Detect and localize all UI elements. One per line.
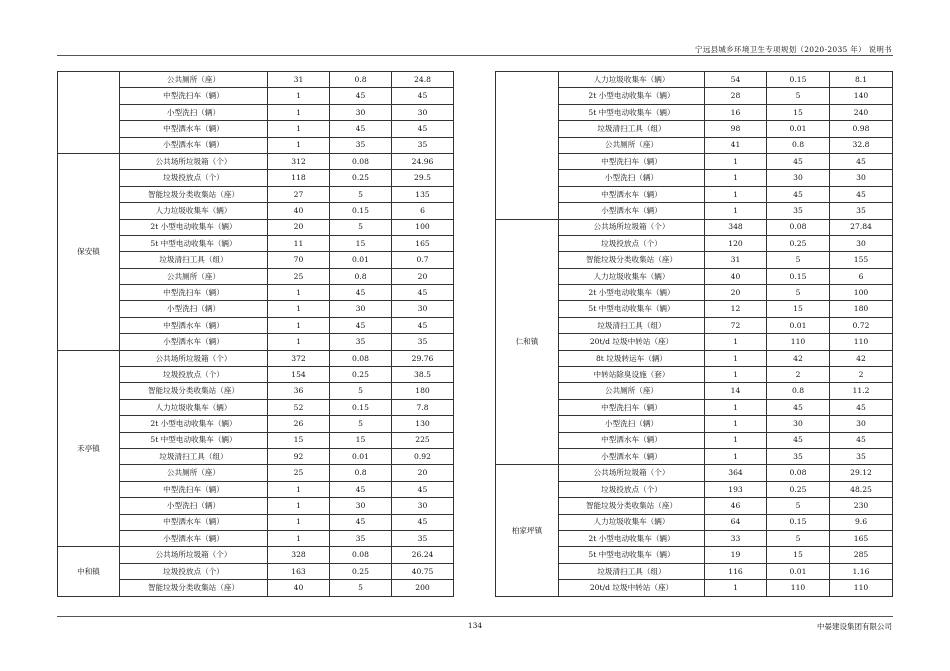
item-name-cell: 人力垃圾收集车（辆） bbox=[120, 399, 268, 415]
quantity-cell: 1 bbox=[705, 203, 767, 219]
item-name-cell: 垃圾清扫工具（组） bbox=[559, 317, 705, 333]
town-name-cell: 禾亭镇 bbox=[58, 350, 120, 547]
unit-cost-cell: 45 bbox=[767, 399, 830, 415]
quantity-cell: 25 bbox=[268, 268, 330, 284]
item-name-cell: 中型洒水车（辆） bbox=[120, 121, 268, 137]
quantity-cell: 54 bbox=[705, 72, 767, 88]
unit-cost-cell: 15 bbox=[767, 301, 830, 317]
unit-cost-cell: 0.15 bbox=[330, 203, 392, 219]
quantity-cell: 33 bbox=[705, 530, 767, 546]
quantity-cell: 1 bbox=[268, 498, 330, 514]
quantity-cell: 16 bbox=[705, 104, 767, 120]
item-name-cell: 公共厕所（座） bbox=[120, 465, 268, 481]
quantity-cell: 1 bbox=[268, 301, 330, 317]
unit-cost-cell: 2 bbox=[767, 367, 830, 383]
quantity-cell: 25 bbox=[268, 465, 330, 481]
item-name-cell: 中型洗扫车（辆） bbox=[120, 285, 268, 301]
item-name-cell: 公共场所垃圾箱（个） bbox=[120, 350, 268, 366]
header-divider bbox=[57, 55, 893, 56]
unit-cost-cell: 45 bbox=[767, 186, 830, 202]
unit-cost-cell: 5 bbox=[330, 416, 392, 432]
total-cell: 45 bbox=[830, 153, 893, 169]
total-cell: 30 bbox=[392, 104, 454, 120]
quantity-cell: 92 bbox=[268, 448, 330, 464]
total-cell: 27.84 bbox=[830, 219, 893, 235]
total-cell: 110 bbox=[830, 334, 893, 350]
unit-cost-cell: 45 bbox=[330, 88, 392, 104]
item-name-cell: 垃圾清扫工具（组） bbox=[559, 121, 705, 137]
quantity-cell: 1 bbox=[268, 530, 330, 546]
item-name-cell: 公共厕所（座） bbox=[120, 268, 268, 284]
town-name-cell: 保安镇 bbox=[58, 153, 120, 350]
item-name-cell: 智能垃圾分类收集站（座） bbox=[120, 580, 268, 596]
total-cell: 30 bbox=[392, 301, 454, 317]
item-name-cell: 小型洗扫（辆） bbox=[120, 104, 268, 120]
unit-cost-cell: 0.8 bbox=[330, 268, 392, 284]
quantity-cell: 120 bbox=[705, 235, 767, 251]
table-row bbox=[496, 219, 893, 235]
item-name-cell: 垃圾投放点（个） bbox=[559, 481, 705, 497]
equipment-table-left bbox=[57, 71, 454, 597]
unit-cost-cell: 0.08 bbox=[767, 219, 830, 235]
item-name-cell: 20t/d 垃圾中转站（座） bbox=[559, 580, 705, 596]
total-cell: 165 bbox=[392, 235, 454, 251]
total-cell: 45 bbox=[392, 481, 454, 497]
unit-cost-cell: 45 bbox=[767, 432, 830, 448]
total-cell: 29.76 bbox=[392, 350, 454, 366]
table-row bbox=[58, 72, 454, 88]
total-cell: 32.8 bbox=[830, 137, 893, 153]
unit-cost-cell: 35 bbox=[330, 137, 392, 153]
unit-cost-cell: 0.01 bbox=[330, 252, 392, 268]
item-name-cell: 垃圾投放点（个） bbox=[120, 563, 268, 579]
unit-cost-cell: 5 bbox=[330, 580, 392, 596]
unit-cost-cell: 110 bbox=[767, 334, 830, 350]
item-name-cell: 人力垃圾收集车（辆） bbox=[559, 514, 705, 530]
item-name-cell: 小型洒水车（辆） bbox=[120, 137, 268, 153]
total-cell: 45 bbox=[392, 285, 454, 301]
quantity-cell: 1 bbox=[268, 104, 330, 120]
item-name-cell: 垃圾清扫工具（组） bbox=[559, 563, 705, 579]
item-name-cell: 人力垃圾收集车（辆） bbox=[559, 72, 705, 88]
quantity-cell: 15 bbox=[268, 432, 330, 448]
total-cell: 38.5 bbox=[392, 367, 454, 383]
item-name-cell: 中型洗扫车（辆） bbox=[559, 153, 705, 169]
item-name-cell: 5t 中型电动收集车（辆） bbox=[120, 235, 268, 251]
item-name-cell: 小型洒水车（辆） bbox=[120, 530, 268, 546]
total-cell: 29.5 bbox=[392, 170, 454, 186]
unit-cost-cell: 0.01 bbox=[767, 317, 830, 333]
unit-cost-cell: 0.15 bbox=[330, 399, 392, 415]
quantity-cell: 1 bbox=[268, 481, 330, 497]
item-name-cell: 智能垃圾分类收集站（座） bbox=[559, 252, 705, 268]
item-name-cell: 5t 中型电动收集车（辆） bbox=[559, 547, 705, 563]
item-name-cell: 2t 小型电动收集车（辆） bbox=[120, 416, 268, 432]
unit-cost-cell: 35 bbox=[767, 203, 830, 219]
unit-cost-cell: 5 bbox=[330, 383, 392, 399]
unit-cost-cell: 30 bbox=[330, 104, 392, 120]
unit-cost-cell: 30 bbox=[330, 301, 392, 317]
unit-cost-cell: 5 bbox=[767, 498, 830, 514]
total-cell: 230 bbox=[830, 498, 893, 514]
total-cell: 200 bbox=[392, 580, 454, 596]
unit-cost-cell: 0.8 bbox=[330, 465, 392, 481]
total-cell: 1.16 bbox=[830, 563, 893, 579]
total-cell: 8.1 bbox=[830, 72, 893, 88]
quantity-cell: 1 bbox=[705, 399, 767, 415]
unit-cost-cell: 15 bbox=[767, 104, 830, 120]
item-name-cell: 公共厕所（座） bbox=[559, 137, 705, 153]
item-name-cell: 垃圾投放点（个） bbox=[559, 235, 705, 251]
unit-cost-cell: 0.8 bbox=[767, 137, 830, 153]
total-cell: 30 bbox=[392, 498, 454, 514]
total-cell: 30 bbox=[830, 170, 893, 186]
item-name-cell: 中型洗扫车（辆） bbox=[559, 399, 705, 415]
table-row bbox=[58, 153, 454, 169]
quantity-cell: 1 bbox=[705, 153, 767, 169]
quantity-cell: 372 bbox=[268, 350, 330, 366]
total-cell: 11.2 bbox=[830, 383, 893, 399]
unit-cost-cell: 45 bbox=[330, 121, 392, 137]
table-row bbox=[496, 72, 893, 88]
item-name-cell: 垃圾清扫工具（组） bbox=[120, 448, 268, 464]
item-name-cell: 公共厕所（座） bbox=[120, 72, 268, 88]
unit-cost-cell: 0.8 bbox=[767, 383, 830, 399]
quantity-cell: 193 bbox=[705, 481, 767, 497]
item-name-cell: 2t 小型电动收集车（辆） bbox=[559, 530, 705, 546]
item-name-cell: 中型洒水车（辆） bbox=[120, 514, 268, 530]
quantity-cell: 1 bbox=[268, 88, 330, 104]
item-name-cell: 智能垃圾分类收集站（座） bbox=[120, 383, 268, 399]
item-name-cell: 中型洒水车（辆） bbox=[559, 186, 705, 202]
quantity-cell: 27 bbox=[268, 186, 330, 202]
item-name-cell: 20t/d 垃圾中转站（座） bbox=[559, 334, 705, 350]
town-name-cell bbox=[496, 72, 559, 220]
quantity-cell: 1 bbox=[705, 367, 767, 383]
total-cell: 35 bbox=[830, 203, 893, 219]
quantity-cell: 20 bbox=[705, 285, 767, 301]
quantity-cell: 52 bbox=[268, 399, 330, 415]
quantity-cell: 40 bbox=[268, 580, 330, 596]
quantity-cell: 116 bbox=[705, 563, 767, 579]
unit-cost-cell: 0.08 bbox=[330, 350, 392, 366]
item-name-cell: 2t 小型电动收集车（辆） bbox=[559, 285, 705, 301]
total-cell: 0.72 bbox=[830, 317, 893, 333]
item-name-cell: 小型洗扫（辆） bbox=[559, 170, 705, 186]
quantity-cell: 1 bbox=[268, 121, 330, 137]
unit-cost-cell: 0.01 bbox=[330, 448, 392, 464]
total-cell: 30 bbox=[830, 416, 893, 432]
quantity-cell: 1 bbox=[705, 350, 767, 366]
total-cell: 42 bbox=[830, 350, 893, 366]
footer-divider bbox=[57, 616, 893, 617]
total-cell: 45 bbox=[392, 514, 454, 530]
total-cell: 45 bbox=[830, 399, 893, 415]
quantity-cell: 26 bbox=[268, 416, 330, 432]
unit-cost-cell: 35 bbox=[330, 530, 392, 546]
item-name-cell: 小型洗扫（辆） bbox=[120, 301, 268, 317]
quantity-cell: 46 bbox=[705, 498, 767, 514]
unit-cost-cell: 0.01 bbox=[767, 121, 830, 137]
quantity-cell: 1 bbox=[268, 334, 330, 350]
quantity-cell: 163 bbox=[268, 563, 330, 579]
quantity-cell: 1 bbox=[268, 317, 330, 333]
unit-cost-cell: 35 bbox=[330, 334, 392, 350]
unit-cost-cell: 45 bbox=[330, 481, 392, 497]
total-cell: 45 bbox=[392, 121, 454, 137]
quantity-cell: 40 bbox=[705, 268, 767, 284]
total-cell: 30 bbox=[830, 235, 893, 251]
company-name: 中晏建设集团有限公司 bbox=[817, 622, 892, 631]
quantity-cell: 19 bbox=[705, 547, 767, 563]
item-name-cell: 8t 垃圾转运车（辆） bbox=[559, 350, 705, 366]
total-cell: 0.7 bbox=[392, 252, 454, 268]
quantity-cell: 118 bbox=[268, 170, 330, 186]
unit-cost-cell: 0.25 bbox=[330, 563, 392, 579]
unit-cost-cell: 0.01 bbox=[767, 563, 830, 579]
item-name-cell: 5t 中型电动收集车（辆） bbox=[120, 432, 268, 448]
quantity-cell: 98 bbox=[705, 121, 767, 137]
quantity-cell: 154 bbox=[268, 367, 330, 383]
unit-cost-cell: 0.08 bbox=[330, 153, 392, 169]
total-cell: 35 bbox=[830, 448, 893, 464]
quantity-cell: 1 bbox=[268, 137, 330, 153]
unit-cost-cell: 45 bbox=[767, 153, 830, 169]
item-name-cell: 公共场所垃圾箱（个） bbox=[120, 153, 268, 169]
total-cell: 2 bbox=[830, 367, 893, 383]
total-cell: 155 bbox=[830, 252, 893, 268]
total-cell: 180 bbox=[392, 383, 454, 399]
item-name-cell: 公共场所垃圾箱（个） bbox=[120, 547, 268, 563]
unit-cost-cell: 0.15 bbox=[767, 72, 830, 88]
unit-cost-cell: 45 bbox=[330, 514, 392, 530]
item-name-cell: 智能垃圾分类收集站（座） bbox=[559, 498, 705, 514]
quantity-cell: 64 bbox=[705, 514, 767, 530]
unit-cost-cell: 0.15 bbox=[767, 514, 830, 530]
unit-cost-cell: 5 bbox=[767, 285, 830, 301]
total-cell: 135 bbox=[392, 186, 454, 202]
unit-cost-cell: 0.25 bbox=[767, 481, 830, 497]
total-cell: 180 bbox=[830, 301, 893, 317]
total-cell: 130 bbox=[392, 416, 454, 432]
total-cell: 240 bbox=[830, 104, 893, 120]
quantity-cell: 70 bbox=[268, 252, 330, 268]
unit-cost-cell: 5 bbox=[330, 186, 392, 202]
item-name-cell: 垃圾投放点（个） bbox=[120, 170, 268, 186]
quantity-cell: 41 bbox=[705, 137, 767, 153]
total-cell: 100 bbox=[392, 219, 454, 235]
item-name-cell: 公共场所垃圾箱（个） bbox=[559, 219, 705, 235]
total-cell: 20 bbox=[392, 465, 454, 481]
quantity-cell: 364 bbox=[705, 465, 767, 481]
town-name-cell bbox=[58, 72, 120, 154]
item-name-cell: 垃圾清扫工具（组） bbox=[120, 252, 268, 268]
total-cell: 0.92 bbox=[392, 448, 454, 464]
total-cell: 285 bbox=[830, 547, 893, 563]
item-name-cell: 中型洒水车（辆） bbox=[120, 317, 268, 333]
unit-cost-cell: 5 bbox=[330, 219, 392, 235]
total-cell: 35 bbox=[392, 137, 454, 153]
item-name-cell: 人力垃圾收集车（辆） bbox=[120, 203, 268, 219]
unit-cost-cell: 15 bbox=[767, 547, 830, 563]
town-name-cell: 仁和镇 bbox=[496, 219, 559, 465]
item-name-cell: 2t 小型电动收集车（辆） bbox=[559, 88, 705, 104]
total-cell: 40.75 bbox=[392, 563, 454, 579]
quantity-cell: 1 bbox=[705, 432, 767, 448]
unit-cost-cell: 30 bbox=[767, 416, 830, 432]
unit-cost-cell: 45 bbox=[330, 317, 392, 333]
quantity-cell: 36 bbox=[268, 383, 330, 399]
quantity-cell: 1 bbox=[705, 186, 767, 202]
page-number: 134 bbox=[467, 621, 483, 630]
total-cell: 225 bbox=[392, 432, 454, 448]
total-cell: 48.25 bbox=[830, 481, 893, 497]
total-cell: 24.96 bbox=[392, 153, 454, 169]
unit-cost-cell: 0.25 bbox=[767, 235, 830, 251]
total-cell: 45 bbox=[830, 432, 893, 448]
unit-cost-cell: 0.25 bbox=[330, 367, 392, 383]
item-name-cell: 垃圾投放点（个） bbox=[120, 367, 268, 383]
table-row bbox=[58, 547, 454, 563]
unit-cost-cell: 45 bbox=[330, 285, 392, 301]
quantity-cell: 1 bbox=[705, 580, 767, 596]
total-cell: 45 bbox=[392, 317, 454, 333]
unit-cost-cell: 5 bbox=[767, 530, 830, 546]
unit-cost-cell: 5 bbox=[767, 88, 830, 104]
item-name-cell: 中型洒水车（辆） bbox=[559, 432, 705, 448]
item-name-cell: 小型洒水车（辆） bbox=[120, 334, 268, 350]
unit-cost-cell: 110 bbox=[767, 580, 830, 596]
table-row bbox=[58, 350, 454, 366]
total-cell: 26.24 bbox=[392, 547, 454, 563]
total-cell: 6 bbox=[830, 268, 893, 284]
quantity-cell: 28 bbox=[705, 88, 767, 104]
unit-cost-cell: 0.08 bbox=[767, 465, 830, 481]
unit-cost-cell: 0.25 bbox=[330, 170, 392, 186]
item-name-cell: 5t 中型电动收集车（辆） bbox=[559, 301, 705, 317]
total-cell: 24.8 bbox=[392, 72, 454, 88]
item-name-cell: 中转站除臭设施（套） bbox=[559, 367, 705, 383]
item-name-cell: 中型洗扫车（辆） bbox=[120, 481, 268, 497]
total-cell: 9.6 bbox=[830, 514, 893, 530]
unit-cost-cell: 0.15 bbox=[767, 268, 830, 284]
unit-cost-cell: 15 bbox=[330, 432, 392, 448]
unit-cost-cell: 30 bbox=[767, 170, 830, 186]
quantity-cell: 1 bbox=[705, 334, 767, 350]
item-name-cell: 人力垃圾收集车（辆） bbox=[559, 268, 705, 284]
quantity-cell: 1 bbox=[268, 514, 330, 530]
item-name-cell: 公共厕所（座） bbox=[559, 383, 705, 399]
document-header: 宁远县城乡环境卫生专项规划（2020-2035 年） 说明书 bbox=[695, 45, 892, 54]
total-cell: 20 bbox=[392, 268, 454, 284]
item-name-cell: 小型洗扫（辆） bbox=[559, 416, 705, 432]
total-cell: 45 bbox=[392, 88, 454, 104]
quantity-cell: 31 bbox=[705, 252, 767, 268]
quantity-cell: 72 bbox=[705, 317, 767, 333]
quantity-cell: 11 bbox=[268, 235, 330, 251]
quantity-cell: 348 bbox=[705, 219, 767, 235]
total-cell: 165 bbox=[830, 530, 893, 546]
unit-cost-cell: 0.08 bbox=[330, 547, 392, 563]
total-cell: 6 bbox=[392, 203, 454, 219]
town-name-cell: 柏家坪镇 bbox=[496, 465, 559, 596]
item-name-cell: 小型洗扫（辆） bbox=[120, 498, 268, 514]
total-cell: 110 bbox=[830, 580, 893, 596]
table-row bbox=[496, 465, 893, 481]
item-name-cell: 2t 小型电动收集车（辆） bbox=[120, 219, 268, 235]
item-name-cell: 小型洒水车（辆） bbox=[559, 203, 705, 219]
quantity-cell: 312 bbox=[268, 153, 330, 169]
total-cell: 7.8 bbox=[392, 399, 454, 415]
equipment-table-right bbox=[495, 71, 893, 597]
item-name-cell: 中型洗扫车（辆） bbox=[120, 88, 268, 104]
quantity-cell: 31 bbox=[268, 72, 330, 88]
item-name-cell: 公共场所垃圾箱（个） bbox=[559, 465, 705, 481]
unit-cost-cell: 35 bbox=[767, 448, 830, 464]
total-cell: 45 bbox=[830, 186, 893, 202]
total-cell: 29.12 bbox=[830, 465, 893, 481]
quantity-cell: 1 bbox=[705, 170, 767, 186]
quantity-cell: 40 bbox=[268, 203, 330, 219]
total-cell: 140 bbox=[830, 88, 893, 104]
quantity-cell: 328 bbox=[268, 547, 330, 563]
unit-cost-cell: 0.8 bbox=[330, 72, 392, 88]
quantity-cell: 20 bbox=[268, 219, 330, 235]
unit-cost-cell: 15 bbox=[330, 235, 392, 251]
total-cell: 35 bbox=[392, 530, 454, 546]
quantity-cell: 1 bbox=[705, 416, 767, 432]
item-name-cell: 智能垃圾分类收集站（座） bbox=[120, 186, 268, 202]
quantity-cell: 12 bbox=[705, 301, 767, 317]
total-cell: 100 bbox=[830, 285, 893, 301]
item-name-cell: 5t 中型电动收集车（辆） bbox=[559, 104, 705, 120]
quantity-cell: 1 bbox=[705, 448, 767, 464]
total-cell: 35 bbox=[392, 334, 454, 350]
total-cell: 0.98 bbox=[830, 121, 893, 137]
item-name-cell: 小型洒水车（辆） bbox=[559, 448, 705, 464]
quantity-cell: 1 bbox=[268, 285, 330, 301]
unit-cost-cell: 42 bbox=[767, 350, 830, 366]
unit-cost-cell: 5 bbox=[767, 252, 830, 268]
quantity-cell: 14 bbox=[705, 383, 767, 399]
unit-cost-cell: 30 bbox=[330, 498, 392, 514]
town-name-cell: 中和镇 bbox=[58, 547, 120, 596]
